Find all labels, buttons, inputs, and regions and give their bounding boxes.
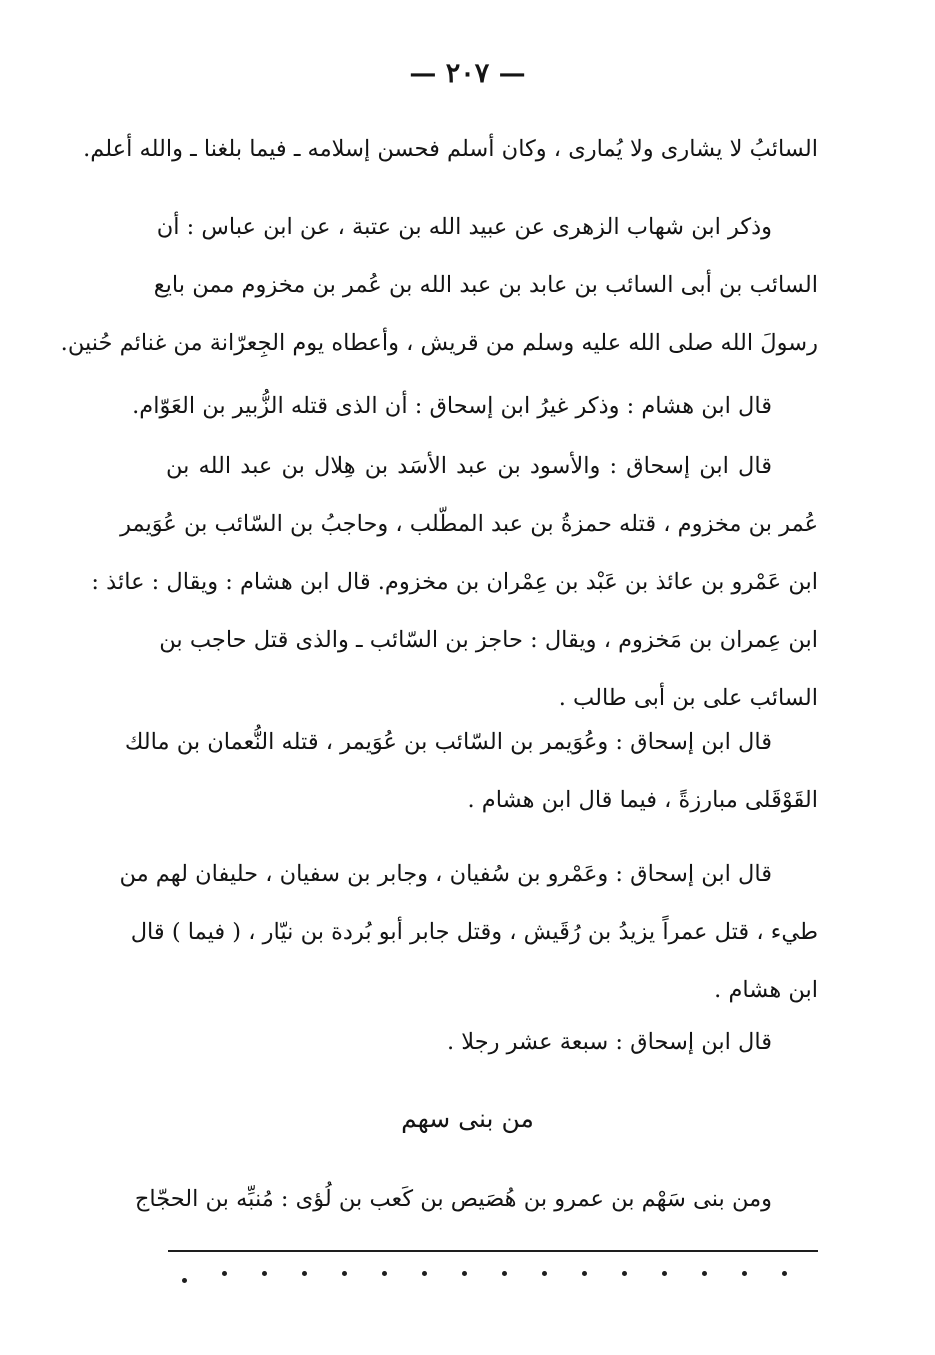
footnote-divider [168, 1250, 818, 1252]
dot [782, 1271, 787, 1276]
dot [742, 1271, 747, 1276]
text-line: قال ابن إسحاق : سبعة عشر رجلا . [446, 1029, 772, 1055]
dot [262, 1271, 267, 1276]
dot [462, 1271, 467, 1276]
section-first-paragraph [134, 1170, 818, 1228]
text-line: وذكر ابن شهاب الزهرى عن عبيد الله بن عتبة ، عن ابن عباس : أن [156, 214, 772, 240]
text-line: ابن عَمْرو بن عائذ بن عَبْد بن عِمْران بن مخزوم. قال ابن هشام : ويقال : عائذ : [91, 569, 818, 595]
text-line: طيء ، قتل عمراً يزيدُ بن رُقَيش ، وقتل جابر أبو بُردة بن نيّار ، ( فيما ) قال [130, 919, 818, 945]
dot [342, 1271, 347, 1276]
text-line: قال ابن هشام : وذكر غيرُ ابن إسحاق : أن الذى قتله الزُّبير بن العَوّام. [132, 393, 772, 419]
dot [502, 1271, 507, 1276]
text-line: قال ابن إسحاق : والأسود بن عبد الأسَد بن هِلال بن عبد الله بن [166, 453, 772, 479]
dot [542, 1271, 547, 1276]
page-number: — ٢٠٧ — [409, 58, 526, 89]
text-line: السائب بن أبى السائب بن عابد بن عبد الله بن عُمر بن مخزوم ممن بايع [153, 272, 818, 298]
paragraph-uwaymir [124, 713, 818, 829]
paragraph-ibn-shihab [60, 198, 818, 372]
dot [382, 1271, 387, 1276]
text-line: عُمر بن مخزوم ، قتله حمزةُ بن عبد المطّلب ، وحاجبُ بن السّائب بن عُوَيمر [120, 511, 818, 537]
text-line: قال ابن إسحاق : وعَمْرو بن سُفيان ، وجابر بن سفيان ، حليفان لهم من [119, 861, 772, 887]
dot [582, 1271, 587, 1276]
text-line: ومن بنى سَهْم بن عمرو بن هُصَيص بن كَعب بن لُؤى : مُنبِّه بن الحجّاج [134, 1186, 772, 1212]
text-line: ابن هشام . [714, 977, 818, 1003]
section-heading: من بنى سهم [401, 1104, 534, 1133]
text-line: ابن عِمران بن مَخزوم ، ويقال : حاجز بن السّائب ـ والذى قتل حاجب بن [159, 627, 818, 653]
text-line: السائب على بن أبى طالب . [558, 685, 818, 711]
dot [662, 1271, 667, 1276]
dot [422, 1271, 427, 1276]
text-line: السائبُ لا يشارى ولا يُمارى ، وكان أسلم فحسن إسلامه ـ فيما بلغنا ـ والله أعلم. [83, 136, 818, 162]
text-line: رسولَ الله صلى الله عليه وسلم من قريش ، وأعطاه يوم الجِعرّانة من غنائم حُنين. [60, 330, 818, 356]
dot [302, 1271, 307, 1276]
paragraph-continuation [83, 120, 818, 178]
footnote-dots [168, 1268, 818, 1288]
text-line: قال ابن إسحاق : وعُوَيمر بن السّائب بن عُوَيمر ، قتله النُّعمان بن مالك [124, 729, 772, 755]
text-line: القَوْقَلى مبارزةً ، فيما قال ابن هشام . [467, 787, 818, 813]
paragraph-al-aswad [91, 437, 818, 727]
paragraph-ibn-hisham [132, 377, 818, 435]
paragraph-amr-sufyan [119, 845, 818, 1019]
dot [222, 1271, 227, 1276]
dot [702, 1271, 707, 1276]
dot [182, 1278, 187, 1283]
paragraph-count [166, 1013, 818, 1071]
dot [622, 1271, 627, 1276]
